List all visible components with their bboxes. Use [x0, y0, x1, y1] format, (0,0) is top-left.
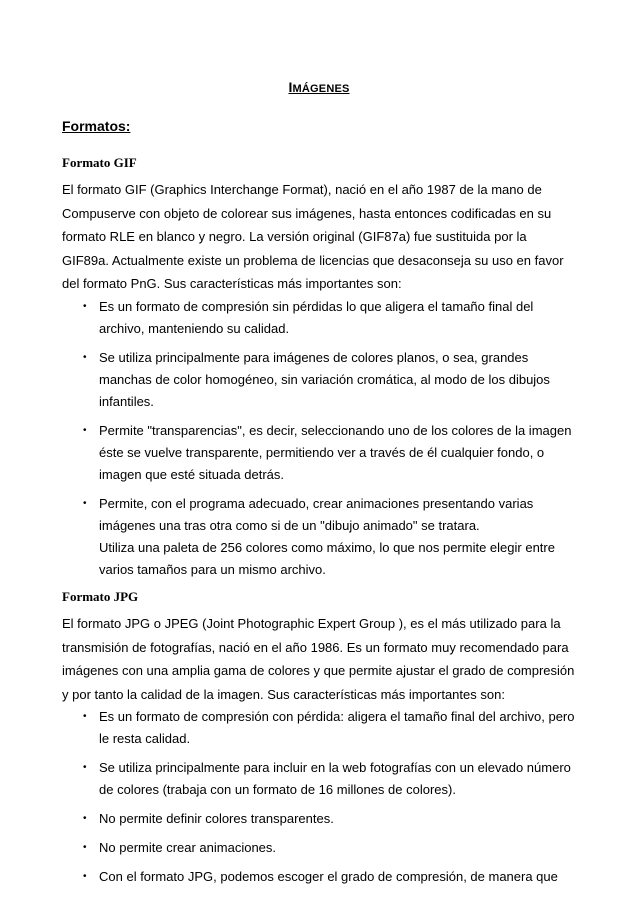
section-heading-formatos: Formatos:: [62, 118, 131, 134]
list-item: [62, 837, 576, 859]
list-item: [62, 706, 576, 750]
list-item-text: Es un formato de compresión sin pérdidas lo que aligera el tamaño final del archivo, manteniendo su calidad.: [99, 298, 534, 336]
list-item: [62, 347, 576, 413]
page-title: [62, 0, 576, 97]
list-item-text: No permite crear animaciones.: [99, 840, 277, 856]
list-item: [62, 420, 576, 486]
list-item: [62, 866, 576, 888]
list-item: [62, 757, 576, 801]
jpg-feature-list: [62, 706, 576, 888]
list-item: [62, 808, 576, 830]
heading-formato-gif: Formato GIF: [62, 155, 137, 170]
list-item-text: Es un formato de compresión con pérdida: aligera el tamaño final del archivo, pero le resta calidad.: [99, 709, 575, 747]
page-title-initial: I: [288, 79, 293, 95]
list-item-text: Permite, con el programa adecuado, crear animaciones presentando varias imágenes una tras otra como si de un "dibujo animado" se tratara.: [99, 495, 534, 533]
gif-feature-list: [62, 296, 576, 581]
gif-intro-paragraph: El formato GIF (Graphics Interchange Format), nació en el año 1987 de la mano de Compuserve con objeto de colorear sus imágenes, hasta entonces codificadas en su formato RLE en blanco y negro. La versión original (GIF87a) fue sustituida por la GIF89a. Actualmente existe un problema de licencias que desaconseja su uso en favor del formato PnG. Sus características más importantes son:: [62, 182, 564, 292]
heading-formato-jpg: Formato JPG: [62, 588, 139, 604]
list-item-text: Permite "transparencias", es decir, seleccionando uno de los colores de la imagen éste se vuelve transparente, permitiendo ver a través de él cualquier fondo, o imagen que esté situada detrás.: [99, 422, 572, 482]
list-item-text: No permite definir colores transparentes.: [99, 811, 334, 827]
jpg-intro-paragraph: El formato JPG o JPEG (Joint Photographic Expert Group ), es el más utilizado para la transmisión de fotografías, nació en el año 1986. Es un formato muy recomendado para imágenes con una amplia gama de colores y que permite ajustar el grado de compresión y por tanto la calidad de la imagen. Sus características más importantes son:: [62, 615, 575, 702]
list-item-text: Se utiliza principalmente para imágenes de colores planos, o sea, grandes manchas de color homogéneo, sin variación cromática, al modo de los dibujos infantiles.: [99, 349, 550, 409]
list-item-extra-text: Utiliza una paleta de 256 colores como máximo, lo que nos permite elegir entre varios tamaños para un mismo archivo.: [99, 539, 555, 577]
list-item: [62, 296, 576, 340]
list-item: [62, 493, 576, 581]
page-title-rest: MÁGENES: [292, 83, 350, 95]
list-item-text: Se utiliza principalmente para incluir en la web fotografías con un elevado número de colores (trabaja con un formato de 16 millones de colores).: [99, 760, 571, 798]
list-item-text: Con el formato JPG, podemos escoger el grado de compresión, de manera que: [99, 869, 558, 885]
